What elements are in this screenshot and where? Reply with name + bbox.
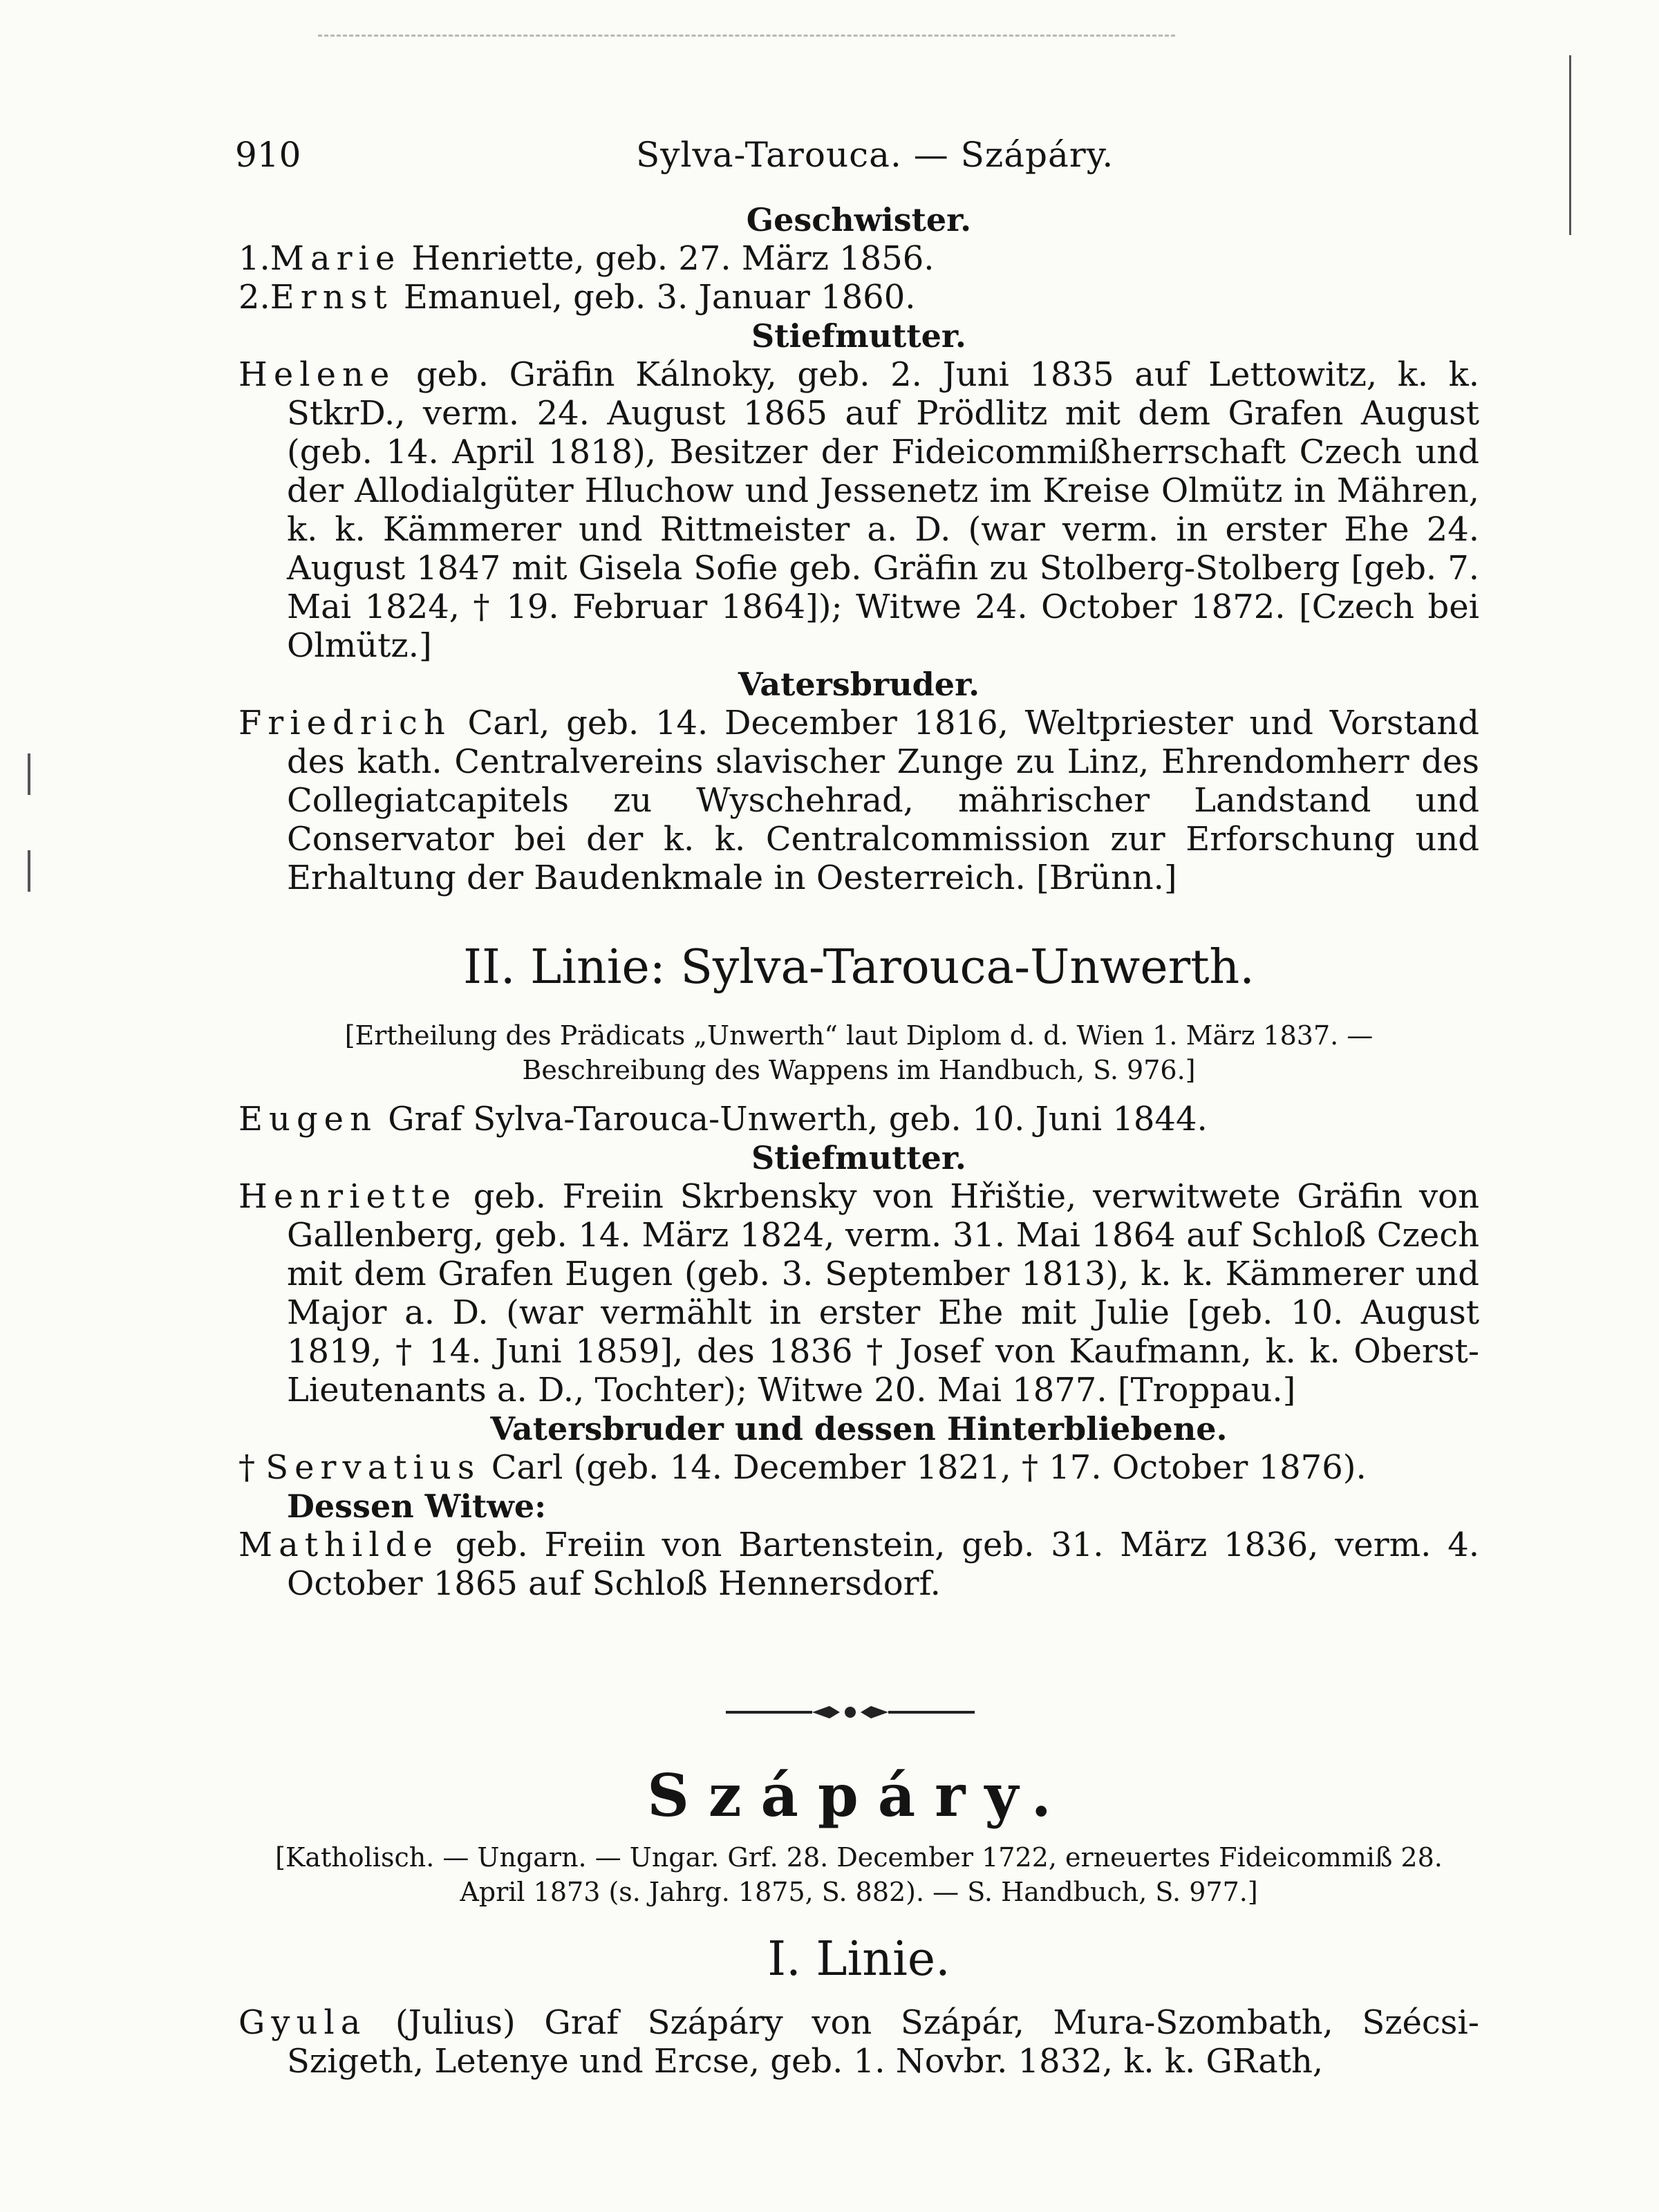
section-szapary — [238, 1761, 1479, 2081]
stepmother-heading: Stiefmutter. — [751, 317, 966, 355]
widow-heading: Dessen Witwe: — [287, 1488, 547, 1525]
family-note: [Katholisch. — Ungarn. — Ungar. Grf. 28. December 1722, erneuertes Fideicommiß 28. April 1873 (s. Jahrg. 1875, S. 882). — S. Handbuch, S. 977.] — [275, 1842, 1443, 1907]
uncle-entry: † Servatius Carl (geb. 14. December 1821, † 17. October 1876). — [238, 1448, 1367, 1487]
uncle-entry: Friedrich Carl, geb. 14. December 1816, Weltpriester und Vorstand des kath. Centralvereins slavischer Zunge zu Linz, Ehrendomherr des Collegiatcapitels zu Wyschehrad, mährischer Landstand und Conservator bei der k. k. Centralcommission zur Erforschung und Erhaltung der Baudenkmale in Oesterreich. [Brünn.] — [238, 704, 1479, 897]
stepmother-heading: Stiefmutter. — [751, 1139, 966, 1177]
entry-name: Servatius — [265, 1448, 481, 1487]
page-header — [235, 135, 1514, 183]
line-title: I. Linie. — [767, 1932, 950, 1987]
uncle-heading: Vatersbruder. — [738, 666, 980, 703]
entry-name: Helene — [238, 355, 396, 394]
head-entry: Gyula (Julius) Graf Szápáry von Szápár, Mura-Szombath, Szécsi-Szigeth, Letenye und Ercse, geb. 1. Novbr. 1832, k. k. GRath, — [238, 2003, 1479, 2081]
scan-artifact-dashed-line — [318, 35, 1175, 37]
line-title: II. Linie: Sylva-Tarouca-Unwerth. — [463, 940, 1255, 995]
entry-name: Gyula — [238, 2003, 367, 2042]
entry-name: Henriette — [238, 1177, 457, 1216]
stepmother-entry: Helene geb. Gräfin Kálnoky, geb. 2. Juni 1835 auf Lettowitz, k. k. StkrD., verm. 24. August 1865 auf Prödlitz mit dem Grafen August (geb. 14. April 1818), Besitzer der Fideicommißherrschaft Czech und der Allodialgüter Hluchow und Jessenetz im Kreise Olmütz in Mähren, k. k. Kämmerer und Rittmeister a. D. (war verm. in erster Ehe 24. August 1847 mit Gisela Sofie geb. Gräfin zu Stolberg-Stolberg [geb. 7. Mai 1824, † 19. Februar 1864]); Witwe 24. October 1872. [Czech bei Olmütz.] — [238, 355, 1479, 665]
entry-name: Friedrich — [238, 704, 451, 742]
entry-name: Eugen — [238, 1100, 377, 1138]
running-title: Sylva-Tarouca. — Szápáry. — [636, 135, 1114, 175]
scan-edge-mark — [28, 850, 30, 892]
page-number: 910 — [235, 135, 301, 175]
section-line-two — [238, 937, 1479, 1603]
head-entry: Eugen Graf Sylva-Tarouca-Unwerth, geb. 10. Juni 1844. — [238, 1100, 1208, 1138]
entry-name: Ernst — [270, 278, 393, 317]
line-note: [Ertheilung des Prädicats „Unwerth“ laut Diplom d. d. Wien 1. März 1837. — Beschreibung des Wappens im Handbuch, S. 976.] — [344, 1020, 1374, 1085]
widow-entry: Mathilde geb. Freiin von Bartenstein, geb. 31. März 1836, verm. 4. October 1865 auf Schloß Hennersdorf. — [238, 1526, 1479, 1603]
sibling-entry: 2.Ernst Emanuel, geb. 3. Januar 1860. — [238, 278, 916, 317]
uncle-heading: Vatersbruder und dessen Hinterbliebene. — [490, 1410, 1228, 1447]
stepmother-entry: Henriette geb. Freiin Skrbensky von Hřištie, verwitwete Gräfin von Gallenberg, geb. 14. März 1824, verm. 31. Mai 1864 auf Schloß Czech mit dem Grafen Eugen (geb. 3. September 1813), k. k. Kämmerer und Major a. D. (war vermählt in erster Ehe mit Julie [geb. 10. August 1819, † 14. Juni 1859], des 1836 † Josef von Kaufmann, k. k. Oberst-Lieutenants a. D., Tochter); Witwe 20. Mai 1877. [Troppau.] — [238, 1177, 1479, 1409]
scan-edge-mark — [1569, 55, 1571, 235]
section-line-one-family — [238, 200, 1479, 897]
entry-name: Mathilde — [238, 1526, 439, 1564]
siblings-heading: Geschwister. — [746, 201, 972, 238]
section-divider-ornament — [726, 1702, 975, 1723]
family-title: Szápáry. — [647, 1761, 1071, 1830]
sibling-entry: 1.Marie Henriette, geb. 27. März 1856. — [238, 239, 935, 278]
entry-name: Marie — [270, 239, 402, 278]
scan-edge-mark — [28, 753, 30, 795]
